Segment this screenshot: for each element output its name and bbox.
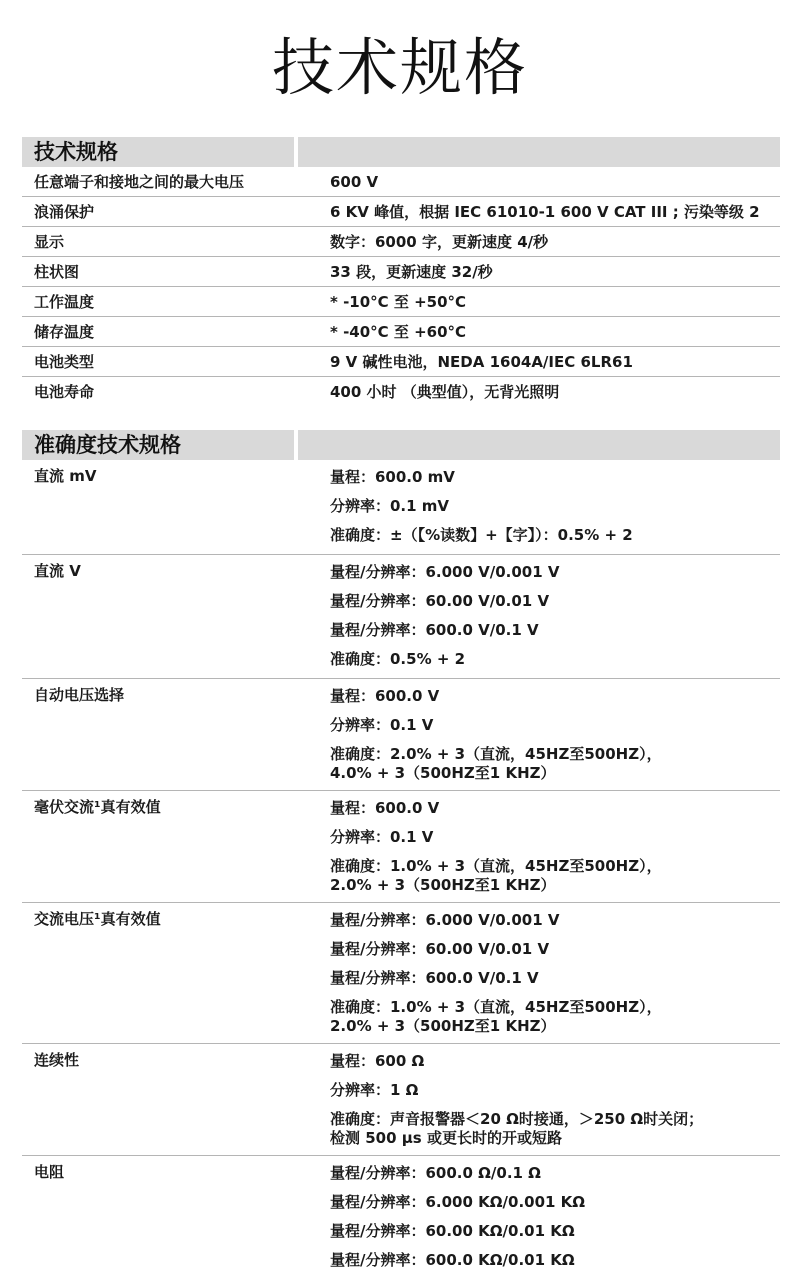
spec-line: 准确度：0.5% + 2 (330, 650, 466, 668)
spec-line: 量程/分辨率：60.00 V/0.01 V (330, 592, 550, 610)
spec-row (22, 347, 780, 377)
spec-line: 量程：600 Ω (330, 1052, 425, 1070)
spec-line: 准确度：±（【%读数】+【字】）：0.5% + 2 (330, 526, 633, 544)
spec-line: 分辨率：1 Ω (330, 1081, 419, 1099)
spec-label: 柱状图 (34, 263, 80, 281)
spec-line-part: 准确度：1.0% + 3（直流，45HZ至500HZ）， (330, 857, 662, 875)
spec-line: 分辨率：0.1 V (330, 716, 434, 734)
spec-row (22, 197, 780, 227)
specs-section (22, 137, 780, 407)
spec-line: 量程：600.0 V (330, 799, 440, 817)
spec-label: 自动电压选择 (34, 686, 125, 704)
spec-value (318, 903, 780, 1043)
spec-row (22, 377, 780, 407)
spec-label: 储存温度 (34, 323, 95, 341)
section-header (22, 137, 780, 167)
spec-value: 6 KV 峰值，根据 IEC 61010-1 600 V CAT III ; 污染等级 2 (330, 203, 760, 221)
spec-line: 量程/分辨率：600.0 KΩ/0.01 KΩ (330, 1251, 575, 1269)
spec-row (22, 1044, 780, 1156)
spec-label: 直流 V (34, 562, 81, 580)
spec-row (22, 257, 780, 287)
spec-value: 400 小时 （典型值），无背光照明 (330, 383, 560, 401)
spec-line: 量程/分辨率：600.0 Ω/0.1 Ω (330, 1164, 541, 1182)
spec-line-part: 准确度：1.0% + 3（直流，45HZ至500HZ）， (330, 998, 662, 1016)
spec-line-part: 准确度：声音报警器＜20 Ω时接通，＞250 Ω时关闭； (330, 1110, 704, 1128)
spec-value (318, 679, 780, 790)
spec-label: 浪涌保护 (34, 203, 95, 221)
spec-row (22, 679, 780, 791)
spec-line: 量程/分辨率：6.000 V/0.001 V (330, 911, 560, 929)
spec-label: 任意端子和接地之间的最大电压 (34, 173, 245, 191)
spec-line-part: 2.0% + 3（500HZ至1 KHZ） (330, 876, 556, 894)
spec-row (22, 903, 780, 1044)
spec-line: 量程/分辨率：60.00 KΩ/0.01 KΩ (330, 1222, 575, 1240)
spec-value: * -40°C 至 +60°C (330, 323, 467, 341)
spec-label: 连续性 (34, 1051, 80, 1069)
spec-label: 直流 mV (34, 467, 97, 485)
spec-row (22, 167, 780, 197)
spec-line: 量程/分辨率：600.0 V/0.1 V (330, 621, 539, 639)
spec-label: 显示 (34, 233, 65, 251)
spec-label: 电池类型 (34, 353, 95, 371)
spec-value (318, 1044, 780, 1155)
spec-value: 33 段，更新速度 32/秒 (330, 263, 493, 281)
spec-line (330, 1105, 780, 1151)
spec-row (22, 1156, 780, 1279)
spec-row (22, 227, 780, 257)
accuracy-section (22, 430, 780, 1279)
spec-line-part: 检测 500 µs 或更长时的开或短路 (330, 1129, 562, 1147)
spec-row (22, 317, 780, 347)
spec-line-part: 准确度：2.0% + 3（直流，45HZ至500HZ）， (330, 745, 662, 763)
spec-value: 600 V (330, 173, 379, 191)
spec-value (318, 555, 780, 678)
page-title: 技术规格 (271, 31, 528, 104)
spec-row (22, 791, 780, 903)
section-header (22, 430, 780, 460)
spec-row (22, 460, 780, 555)
spec-line (330, 993, 780, 1039)
spec-value: * -10°C 至 +50°C (330, 293, 467, 311)
spec-line: 分辨率：0.1 V (330, 828, 434, 846)
spec-line: 分辨率：0.1 mV (330, 497, 450, 515)
spec-line (330, 740, 780, 786)
spec-line: 量程：600.0 mV (330, 468, 455, 486)
spec-label: 电阻 (34, 1163, 65, 1181)
spec-line: 量程：600.0 V (330, 687, 440, 705)
spec-value (318, 791, 780, 902)
spec-label: 工作温度 (34, 293, 95, 311)
spec-value (318, 460, 780, 554)
spec-line-part: 4.0% + 3（500HZ至1 KHZ） (330, 764, 556, 782)
spec-value: 数字：6000 字，更新速度 4/秒 (330, 233, 549, 251)
spec-value: 9 V 碱性电池，NEDA 1604A/IEC 6LR61 (330, 353, 633, 371)
spec-label: 毫伏交流¹真有效值 (34, 798, 161, 816)
spec-label: 电池寿命 (34, 383, 95, 401)
spec-line-part: 2.0% + 3（500HZ至1 KHZ） (330, 1017, 556, 1035)
spec-line: 量程/分辨率：6.000 KΩ/0.001 KΩ (330, 1193, 586, 1211)
section-heading: 准确度技术规格 (22, 430, 294, 460)
spec-line (330, 852, 780, 898)
spec-value (318, 1156, 780, 1279)
spec-row (22, 555, 780, 679)
spec-line: 量程/分辨率：600.0 V/0.1 V (330, 969, 539, 987)
spec-row (22, 287, 780, 317)
spec-label: 交流电压¹真有效值 (34, 910, 161, 928)
spec-line: 量程/分辨率：6.000 V/0.001 V (330, 563, 560, 581)
section-heading: 技术规格 (22, 137, 294, 167)
spec-line: 量程/分辨率：60.00 V/0.01 V (330, 940, 550, 958)
